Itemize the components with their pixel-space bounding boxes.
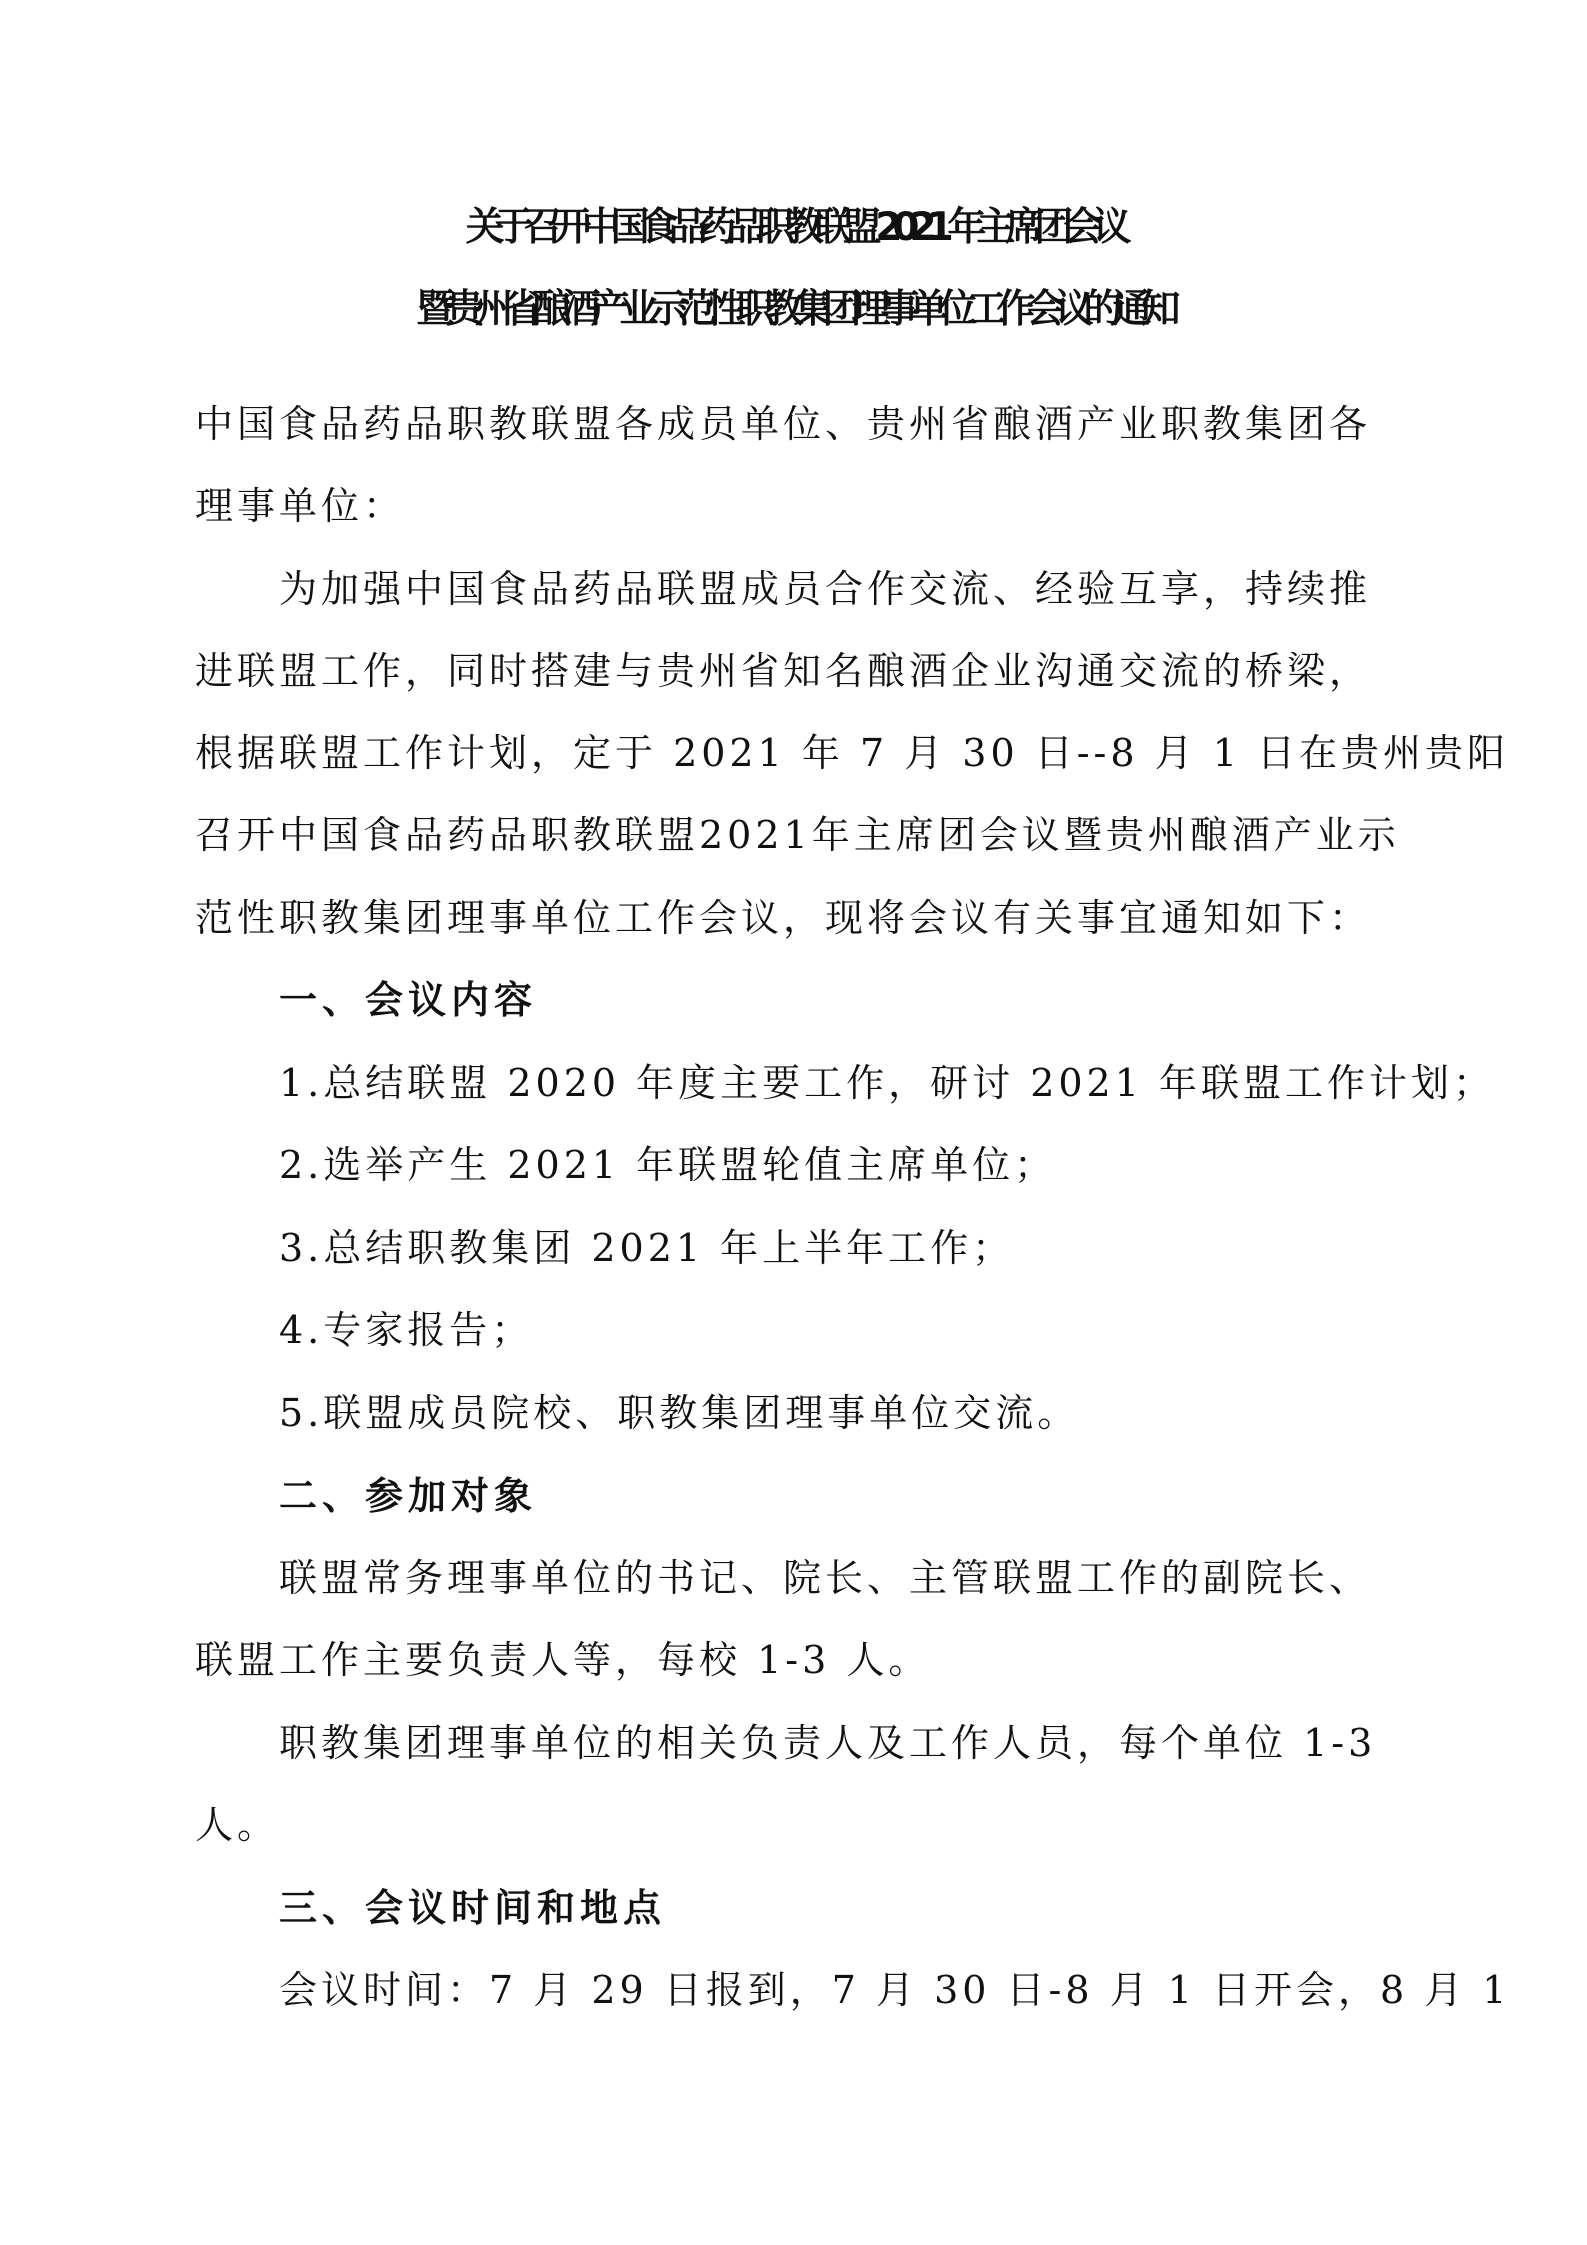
participants-line-4: 人。: [195, 1803, 280, 1847]
participants-line-2: 联盟工作主要负责人等，每校 1-3 人。: [195, 1638, 931, 1682]
intro-paragraph-line-1: 为加强中国食品药品联盟成员合作交流、经验互享，持续推: [279, 567, 1372, 611]
agenda-item-2: 2.选举产生 2021 年联盟轮值主席单位；: [279, 1143, 1057, 1187]
agenda-item-5: 5.联盟成员院校、职教集团理事单位交流。: [279, 1391, 1080, 1435]
participants-line-1: 联盟常务理事单位的书记、院长、主管联盟工作的副院长、: [279, 1556, 1372, 1600]
addressee-line-2: 理事单位：: [195, 484, 406, 528]
agenda-item-1: 1.总结联盟 2020 年度主要工作，研讨 2021 年联盟工作计划；: [279, 1061, 1495, 1105]
intro-paragraph-line-2: 进联盟工作，同时搭建与贵州省知名酿酒企业沟通交流的桥梁，: [195, 649, 1372, 693]
section-heading-time-and-place: 三、会议时间和地点: [279, 1886, 667, 1930]
meeting-time-line-1: 会议时间：7 月 29 日报到，7 月 30 日-8 月 1 日开会，8 月 1: [279, 1968, 1511, 2012]
addressee-line-1: 中国食品药品职教联盟各成员单位、贵州省酿酒产业职教集团各: [195, 402, 1372, 446]
section-heading-meeting-content: 一、会议内容: [279, 978, 538, 1022]
section-heading-participants: 二、参加对象: [279, 1474, 538, 1518]
agenda-item-3: 3.总结职教集团 2021 年上半年工作；: [279, 1226, 1015, 1270]
participants-line-3: 职教集团理事单位的相关负责人及工作人员，每个单位 1-3: [279, 1721, 1377, 1765]
intro-paragraph-line-3: 根据联盟工作计划，定于 2021 年 7 月 30 日--8 月 1 日在贵州贵阳: [195, 731, 1509, 775]
document-title-line-2: 暨贵州省酿酒产业示范性职教集团理事单位工作会议的通知: [416, 287, 1171, 332]
intro-paragraph-line-5: 范性职教集团理事单位工作会议，现将会议有关事宜通知如下：: [195, 896, 1372, 940]
intro-paragraph-line-4: 召开中国食品药品职教联盟2021年主席团会议暨贵州酿酒产业示: [195, 813, 1400, 857]
agenda-item-4: 4.专家报告；: [279, 1308, 534, 1352]
document-title-line-1: 关于召开中国食品药品职教联盟 2021 年主席团会议: [465, 205, 1122, 250]
